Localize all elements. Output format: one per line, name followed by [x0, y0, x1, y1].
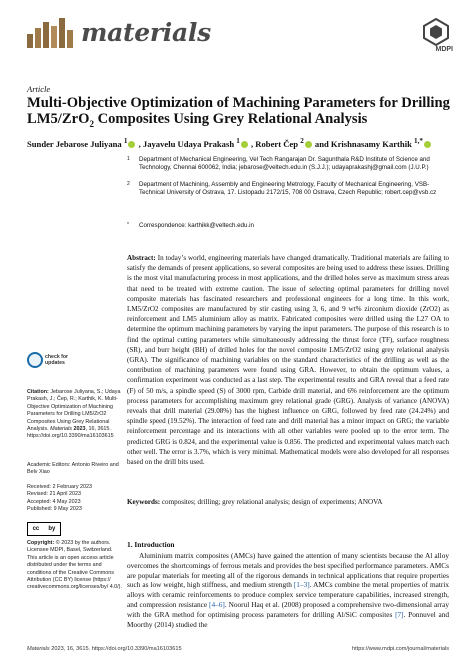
orcid-icon[interactable] [424, 141, 431, 148]
cc-icon: cc [32, 526, 40, 532]
affiliation-2: 2 Department of Machining, Assembly and Engineering Metrology, Faculty of Mechanical Engineering, VSB-Technical University of Ostrava, 17. Listopadu 2172/15, 708 00 Ostrava, Czech Republic; robert.cep@vsb.cz [127, 181, 437, 196]
author-name[interactable]: , Robert Čep [251, 138, 299, 149]
abstract: Abstract: In today’s world, engineering materials have changed dramatically. Traditional materials are failing to satisfy the demands of present applications, so several composites are being used to address these issues. Drilling is the most vital manufacturing process in most applications, and the drilled holes serve as maximum stress areas that need to be treated with extreme caution. The issue of selecting optimal parameters for drilling novel composite materials has fascinated researchers and professional engineers for a long time. In this work, LM5/ZrO2 composites are manufactured by stir casting using 3, 6, and 9 wt% zirconium dioxide (ZrO2) as reinforcement and LM5 aluminium alloy as matrix. Fabricated composites were drilled using the L27 OA to determine the optimum machining parameters by varying the input parameters. The purpose of this research is to find the optimal cutting parameters while simultaneously addressing the thrust force (TF), surface roughness (SR), and burr height (BH) of drilled holes for the novel composite LM5/ZrO2 using grey relational analysis (GRA). The significance of machining variables on the standard characteristics of the drilling as well as the contribution of machining parameters were found using GRA. However, to obtain the optimum values, a confirmation experiment was conducted as a last step. The experimental results and GRA reveal that a feed rate (F) of 50 m/s, a spindle speed (S) of 3000 rpm, Carbide drill material, and 6% reinforcement are the optimum process parameters for accomplishing maximum grey relational grade (GRG). Analysis of variance (ANOVA) reveals that drill material (29.08%) has the highest influence on GRG, followed by feed rate (24.24%) and spindle speed (19.52%). The interaction of feed rate and drill material has a minor impact on GRG; the variable reinforcement percentage and its interactions with all other variables were pooled up to the error term. The predicted GRG is 0.824, and the experimental value is 0.856. The predicted and experimental values match each other well. The error is 3.7%, which is very minimal. Mathematical models were also developed for all responses based on the drill bits used. [127, 254, 449, 467]
author-list: Sunder Jebarose Juliyana $^1$ , Jayavelu Udaya Prakash $^1$ , Robert Čep $^2$ and Krishnasamy Karthik $^{1,*}$ [27, 136, 452, 150]
affiliation-1: 1 Department of Mechanical Engineering, Vel Tech Rangarajan Dr. Sagunthala R&D Institute of Science and Technology, Chennai 600062, India; jebarose@veltech.edu.in (S.J.J.); udayaprakashj@gmail.com (J.U.P.) [127, 156, 430, 171]
author-name[interactable]: and Krishnasamy Karthik [314, 138, 412, 149]
page-footer [27, 646, 449, 652]
academic-editors: Academic Editors: Antonio Riveiro and Belv Xiao [27, 462, 119, 476]
reference-link[interactable]: [1–3] [293, 580, 310, 590]
orcid-icon[interactable] [305, 141, 312, 148]
article-type: Article [27, 84, 51, 94]
copyright-notice: Copyright: © 2023 by the authors. Licensee MDPI, Basel, Switzerland. This article is an open access article distributed under the terms and conditions of the Creative Commons Attribution (CC BY) license (https:// creativecommons.org/licenses/by/ 4.0/). [27, 540, 122, 591]
orcid-icon[interactable] [128, 141, 135, 148]
citation-block: Citation: Jebarose Juliyana, S.; Udaya Prakash, J.; Čep, R.; Karthik, K. Multi-Objective Optimization of Machining Parameters for Drilling LM5/ZrO2 Composites Using Grey Relational Analysis. Materials 2023, 16, 3615. https://doi.org/10.3390/ma16103615 [27, 389, 121, 440]
introduction-paragraph: Aluminium matrix composites (AMCs) have gained the attention of many scientists because the Al alloy overcomes the shortcomings of ferrous metals and provides the best specified performance parameters. AMCs are popular materials for meeting all of the rigorous demands in technical applications that require properties such as low weight, high stiffness, and medium strength [1–3]. AMCs combine the metal properties of matrix alloys with ceramic reinforcements to produce complex service temperature capabilities, increased strength, and compression resistance [4–6]. Noorul Haq et al. (2008) proposed a comprehensive two-dimensional array with the GRA method for optimising process parameters for drilling Al/SiC composites [7]. Ponnuvel and Moorthy (2014) studied the [127, 551, 449, 629]
author-name[interactable]: Sunder Jebarose Juliyana [27, 138, 122, 149]
journal-name[interactable]: materials [81, 18, 211, 47]
by-icon: by [48, 526, 56, 532]
orcid-icon[interactable] [241, 141, 248, 148]
reference-link[interactable]: [7] [395, 609, 404, 619]
journal-url[interactable]: https://www.mdpi.com/journal/materials [352, 646, 449, 652]
author-name[interactable]: , Jayavelu Udaya Prakash [138, 138, 235, 149]
journal-header [25, 14, 453, 54]
cc-license-badge[interactable] [27, 522, 61, 536]
reference-link[interactable]: [4–6] [209, 599, 225, 609]
keywords: Keywords: composites; drilling; grey relational analysis; design of experiments; ANOVA [127, 498, 383, 506]
correspondence: * Correspondence: karthikk@veltech.edu.in [127, 222, 254, 229]
check-for-updates-badge[interactable]: check for updates [27, 352, 83, 380]
update-icon [27, 352, 43, 368]
publisher-label: MDPI [435, 46, 453, 53]
materials-logo-icon [25, 14, 75, 50]
publication-dates: Received: 2 February 2023 Revised: 21 April 2023 Accepted: 4 May 2023 Published: 9 May 2023 [27, 484, 93, 513]
article-title: Multi-Objective Optimization of Machining Parameters for Drilling LM5/ZrO$_2$ Composites Using Grey Relational Analysis [27, 95, 450, 129]
mdpi-logo-icon[interactable] [422, 18, 450, 46]
section-heading: 1. Introduction [127, 540, 175, 549]
footer-citation[interactable]: Materials 2023, 16, 3615. https://doi.org/10.3390/ma16103615 [27, 646, 182, 652]
